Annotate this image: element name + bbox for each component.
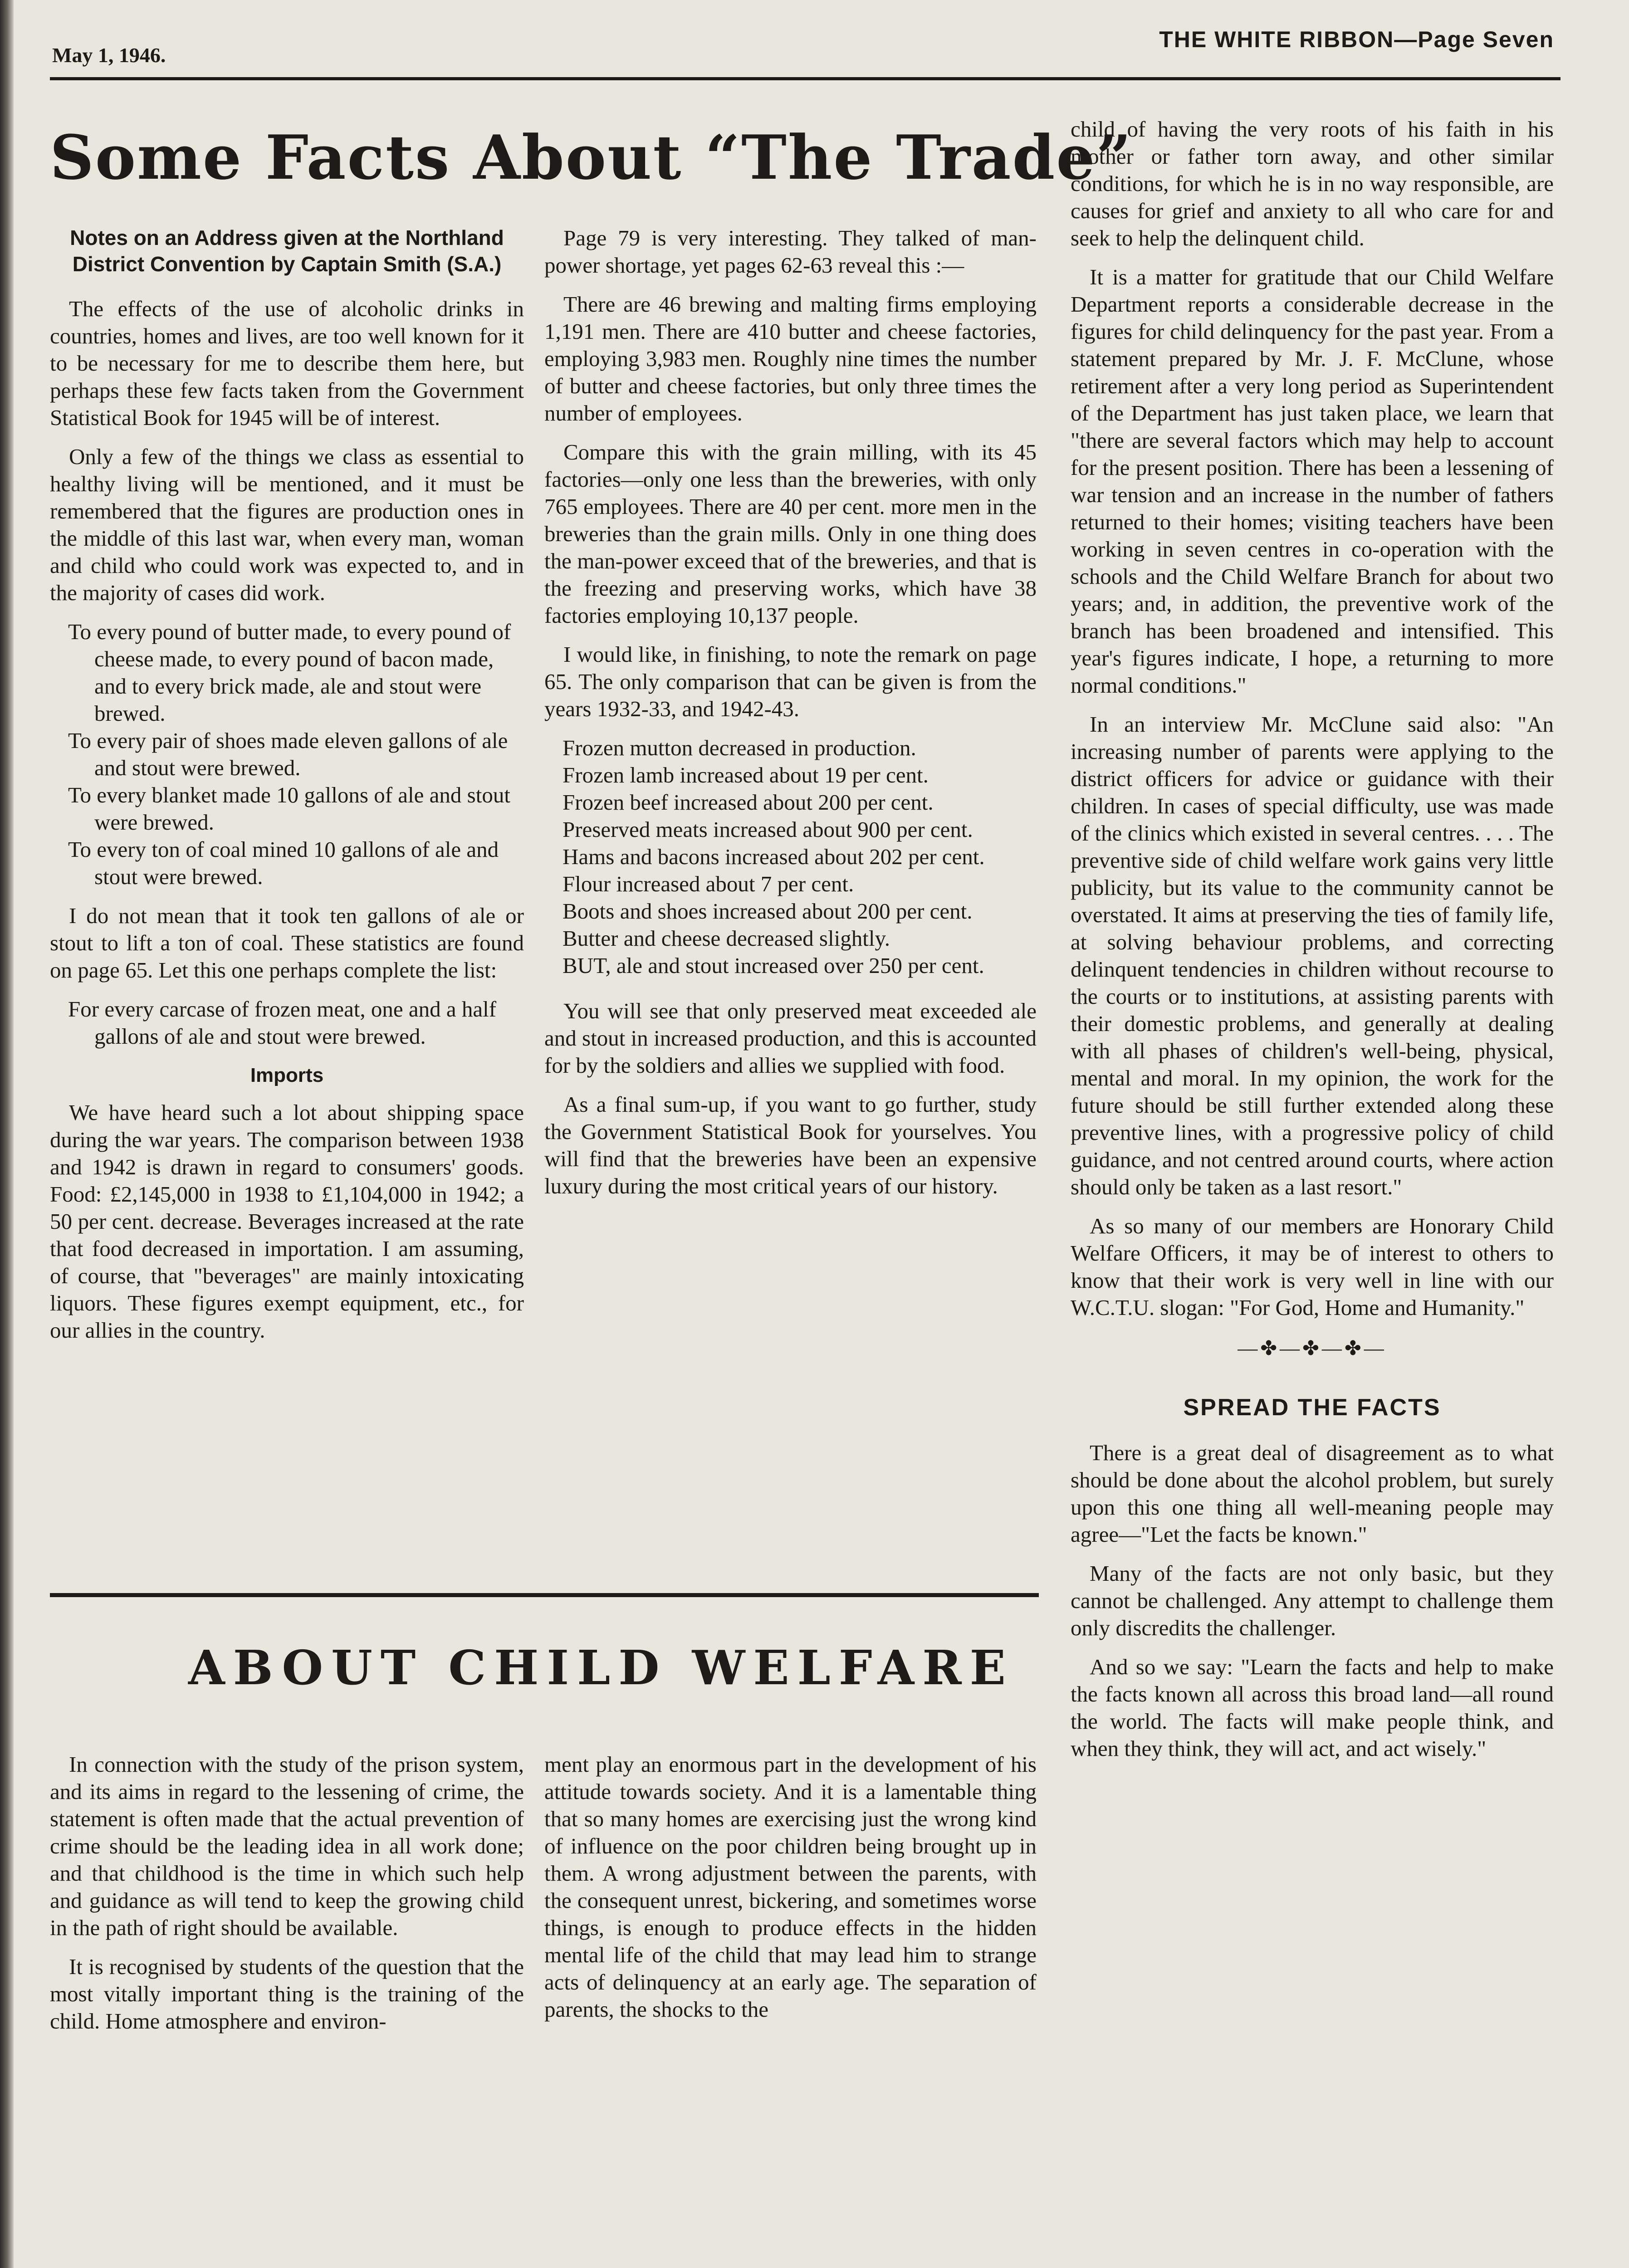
- header-rule: [50, 77, 1561, 80]
- list-item: To every pair of shoes made eleven gallons of ale and stout were brewed.: [68, 728, 508, 780]
- list-item: Frozen lamb increased about 19 per cent.: [563, 763, 929, 787]
- list-item: To every ton of coal mined 10 gallons of ale and stout were brewed.: [68, 837, 499, 889]
- article1-column-1: [50, 225, 524, 1356]
- paragraph: I do not mean that it took ten gallons of ale or stout to lift a ton of coal. These statistics are found on page 65. Let this one perhaps complete the list:: [50, 903, 524, 982]
- list-item: Hams and bacons increased about 202 per cent.: [563, 844, 985, 869]
- page-spine-shadow: [0, 0, 14, 2268]
- list-item: Preserved meats increased about 900 per cent.: [563, 817, 973, 842]
- child-welfare-column-1: [50, 1751, 524, 2047]
- paragraph: ment play an enormous part in the development of his attitude towards society. And it is a lamentable thing that so many homes are exercising just the wrong kind of influence on the poor children being brought up in them. A wrong adjustment between the parents, with the consequent unrest, bickering, and sometimes worse things, is enough to produce effects in the hidden mental life of the child that may lead him to strange acts of delinquency at an early age. The separation of parents, the shocks to the: [544, 1752, 1037, 2022]
- imports-subheading: Imports: [250, 1064, 324, 1086]
- list-item: Butter and cheese decreased slightly.: [563, 926, 890, 951]
- list-item: To every blanket made 10 gallons of ale and stout were brewed.: [68, 782, 510, 835]
- paragraph: There is a great deal of disagreement as to what should be done about the alcohol problem, but surely upon this one thing all well-meaning people may agree—"Let the facts be known.": [1071, 1440, 1554, 1547]
- list-item: Flour increased about 7 per cent.: [563, 871, 854, 896]
- production-change-list: [563, 734, 1037, 979]
- list-item: Boots and shoes increased about 200 per cent.: [563, 899, 973, 924]
- paragraph: In an interview Mr. McClune said also: "An increasing number of parents were applying to the district officers for advice or guidance with their children. In cases of special difficulty, use was made of the clinics which existed in several centres. . . . The preventive side of child welfare work gains very little publicity, but its value to the community cannot be overstated. It aims at preserving the ties of family life, at solving behaviour problems, and correcting delinquent tendencies in children without recourse to the courts or to institutions, at assisting parents with their domestic problems, and generally at dealing with all phases of children's well-being, physical, mental and moral. In my opinion, the work for the future should be still further extended along these preventive lines, with a progressive policy of child guidance, and not centred around courts, where action should only be taken as a last resort.": [1071, 712, 1554, 1199]
- article1-column-2: [544, 225, 1037, 1212]
- paragraph: In connection with the study of the prison system, and its aims in regard to the lessening of crime, the statement is often made that the actual prevention of crime should be the leading idea in all work done; and that childhood is the time in which such help and guidance as will tend to keep the growing child in the path of right should be available.: [50, 1752, 524, 1940]
- paragraph: You will see that only preserved meat exceeded ale and stout in increased production, and this is accounted for by the soldiers and allies we supplied with food.: [544, 998, 1037, 1078]
- child-welfare-column-3: [1071, 116, 1554, 1774]
- paragraph: Only a few of the things we class as essential to healthy living will be mentioned, and it must be remembered that the figures are production ones in the middle of this last war, when every man, woman and child who could work was expected to, and in the majority of cases did work.: [50, 444, 524, 605]
- list-item: BUT, ale and stout increased over 250 per cent.: [563, 953, 984, 978]
- section-ornament: —✤—✤—✤—: [1238, 1337, 1387, 1359]
- brewing-comparison-list: [68, 618, 524, 890]
- paragraph: As a final sum-up, if you want to go further, study the Government Statistical Book for yourselves. You will find that the breweries have been an expensive luxury during the most critical years of our history.: [544, 1092, 1037, 1198]
- list-item: Frozen mutton decreased in production.: [563, 735, 916, 760]
- paragraph: Page 79 is very interesting. They talked of man-power shortage, yet pages 62-63 reveal this :—: [544, 225, 1037, 278]
- paragraph: There are 46 brewing and malting firms employing 1,191 men. There are 410 butter and cheese factories, employing 3,983 men. Roughly nine times the number of butter and cheese factories, but only three times the number of employees.: [544, 292, 1037, 425]
- section-divider-rule: [50, 1593, 1039, 1597]
- paragraph: And so we say: "Learn the facts and help to make the facts known all across this broad land—all round the world. The facts will make people think, and when they think, they will act, and act wisely.": [1071, 1654, 1554, 1761]
- article-headline-child-welfare: ABOUT CHILD WELFARE: [188, 1640, 1014, 1696]
- list-item: Frozen beef increased about 200 per cent.: [563, 790, 934, 815]
- address-notes-byline: Notes on an Address given at the Northland District Convention by Captain Smith (S.A.): [70, 226, 504, 276]
- spread-the-facts-heading: SPREAD THE FACTS: [1183, 1394, 1441, 1421]
- carcase-statistic: [68, 996, 524, 1050]
- paragraph: As so many of our members are Honorary Child Welfare Officers, it may be of interest to others to know that their work is very well in line with our W.C.T.U. slogan: "For God, Home and Humanity.": [1071, 1213, 1554, 1320]
- paragraph: I would like, in finishing, to note the remark on page 65. The only comparison that can be given is from the years 1932-33, and 1942-43.: [544, 642, 1037, 721]
- paragraph: Compare this with the grain milling, with its 45 factories—only one less than the breweries, with only 765 employees. There are 40 per cent. more men in the breweries than the grain mills. Only in one thing does the man-power exceed that of the breweries, and that is the freezing and preserving works, which have 38 factories employing 10,137 people.: [544, 440, 1037, 628]
- paragraph: child of having the very roots of his faith in his mother or father torn away, and other similar conditions, for which he is in no way responsible, are causes for grief and anxiety to all who care for and seek to help the delinquent child.: [1071, 117, 1554, 250]
- paragraph: The effects of the use of alcoholic drinks in countries, homes and lives, are too well known for it to be necessary for me to describe them here, but perhaps these few facts taken from the Government Statistical Book for 1945 will be of interest.: [50, 296, 524, 430]
- paragraph: We have heard such a lot about shipping space during the war years. The comparison between 1938 and 1942 is drawn in regard to consumers' goods. Food: £2,145,000 in 1938 to £1,104,000 in 1942; a 50 per cent. decrease. Beverages increased at the rate that food decreased in importation. I am assuming, of course, that "beverages" are mainly intoxicating liquors. These figures exempt equipment, etc., for our allies in the country.: [50, 1100, 524, 1343]
- list-item: To every pound of butter made, to every pound of cheese made, to every pound of bacon made, and to every brick made, ale and stout were brewed.: [68, 619, 511, 726]
- paragraph: It is recognised by students of the question that the most vitally important thing is the training of the child. Home atmosphere and environ-: [50, 1954, 524, 2033]
- child-welfare-column-2: [544, 1751, 1037, 2035]
- list-item: For every carcase of frozen meat, one and a half gallons of ale and stout were brewed.: [68, 997, 497, 1049]
- publication-page-label: THE WHITE RIBBON—Page Seven: [1159, 27, 1554, 52]
- paragraph: Many of the facts are not only basic, but they cannot be challenged. Any attempt to challenge them only discredits the challenger.: [1071, 1561, 1554, 1640]
- paragraph: It is a matter for gratitude that our Child Welfare Department reports a considerable decrease in the figures for child delinquency for the past year. From a statement prepared by Mr. J. F. McClune, whose retirement after a very long period as Superintendent of the Department has just taken place, we learn that "there are several factors which may help to account for the present position. There has been a lessening of war tension and an increase in the number of fathers returned to their homes; visiting teachers have been working in seven centres in co-operation with the schools and the Child Welfare Branch for about two years; and, in addition, the preventive work of the branch has been broadened and intensified. This year's figures indicate, I hope, a returning to more normal conditions.": [1071, 264, 1554, 698]
- article-headline-trade: Some Facts About “The Trade”: [50, 122, 1133, 193]
- issue-date: May 1, 1946.: [52, 44, 166, 67]
